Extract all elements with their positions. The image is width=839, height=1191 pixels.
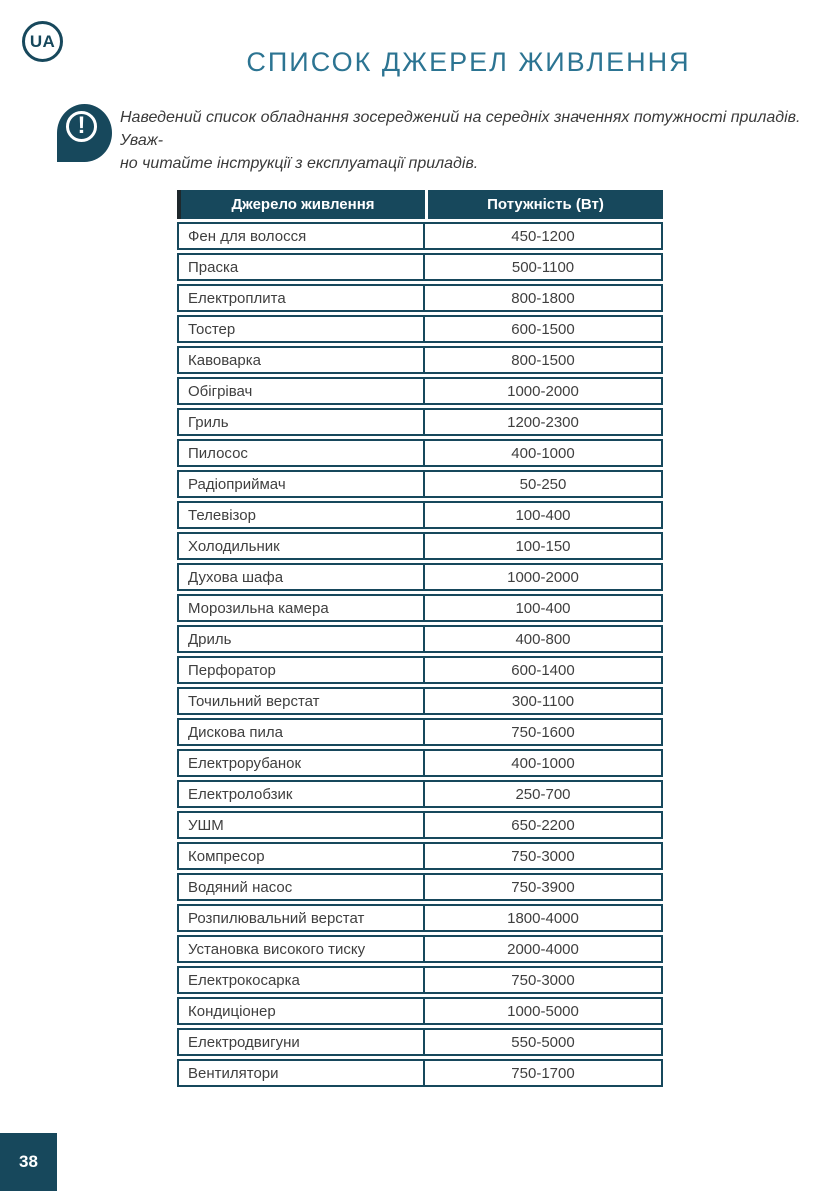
appliance-cell: Гриль <box>177 408 425 436</box>
appliance-cell: Перфоратор <box>177 656 425 684</box>
appliance-cell: Компресор <box>177 842 425 870</box>
appliance-cell: Холодильник <box>177 532 425 560</box>
table-row <box>177 625 663 653</box>
appliance-cell: Електрокосарка <box>177 966 425 994</box>
table-row <box>177 346 663 374</box>
exclamation-glyph: ! <box>66 111 97 142</box>
appliance-cell: Морозильна камера <box>177 594 425 622</box>
appliance-cell: Пилосос <box>177 439 425 467</box>
appliance-cell: Кавоварка <box>177 346 425 374</box>
appliance-cell: Обігрівач <box>177 377 425 405</box>
power-range-cell: 400-1000 <box>425 439 663 467</box>
appliance-cell: Електрорубанок <box>177 749 425 777</box>
power-range-cell: 250-700 <box>425 780 663 808</box>
appliance-cell: Електроплита <box>177 284 425 312</box>
power-range-cell: 400-1000 <box>425 749 663 777</box>
table-row <box>177 842 663 870</box>
table-row <box>177 563 663 591</box>
appliance-cell: Розпилювальний верстат <box>177 904 425 932</box>
power-range-cell: 2000-4000 <box>425 935 663 963</box>
table-row <box>177 532 663 560</box>
table-row <box>177 315 663 343</box>
appliance-cell: Праска <box>177 253 425 281</box>
table-row <box>177 718 663 746</box>
appliance-cell: Електролобзик <box>177 780 425 808</box>
power-range-cell: 1200-2300 <box>425 408 663 436</box>
header-power-column: Потужність (Вт) <box>425 190 663 219</box>
power-sources-table <box>177 187 663 1090</box>
appliance-cell: Вентилятори <box>177 1059 425 1087</box>
table-header <box>177 190 663 219</box>
power-range-cell: 600-1400 <box>425 656 663 684</box>
table-row <box>177 966 663 994</box>
ua-language-badge <box>22 21 63 62</box>
table-row <box>177 780 663 808</box>
table-row <box>177 873 663 901</box>
power-range-cell: 750-3000 <box>425 842 663 870</box>
table-row <box>177 594 663 622</box>
power-range-cell: 100-150 <box>425 532 663 560</box>
header-source-column: Джерело живлення <box>177 190 425 219</box>
power-range-cell: 100-400 <box>425 501 663 529</box>
appliance-cell: Установка високого тиску <box>177 935 425 963</box>
table-row <box>177 253 663 281</box>
appliance-cell: Дискова пила <box>177 718 425 746</box>
note-line-2: но читайте інструкції з експлуатації приладів. <box>120 155 479 172</box>
table-row <box>177 687 663 715</box>
appliance-cell: Електродвигуни <box>177 1028 425 1056</box>
table-row <box>177 749 663 777</box>
table-row <box>177 811 663 839</box>
table-row <box>177 470 663 498</box>
appliance-cell: Фен для волосся <box>177 222 425 250</box>
power-range-cell: 650-2200 <box>425 811 663 839</box>
table-row <box>177 284 663 312</box>
appliance-cell: Духова шафа <box>177 563 425 591</box>
table-row <box>177 1059 663 1087</box>
power-range-cell: 800-1800 <box>425 284 663 312</box>
power-range-cell: 50-250 <box>425 470 663 498</box>
power-range-cell: 1800-4000 <box>425 904 663 932</box>
power-range-cell: 550-5000 <box>425 1028 663 1056</box>
appliance-cell: Телевізор <box>177 501 425 529</box>
power-range-cell: 750-3000 <box>425 966 663 994</box>
note-line-1: Наведений список обладнання зосереджений на середніх значеннях потужності приладів. Уваж- <box>120 109 801 149</box>
power-range-cell: 800-1500 <box>425 346 663 374</box>
table-row <box>177 377 663 405</box>
power-range-cell: 100-400 <box>425 594 663 622</box>
exclamation-icon <box>57 104 112 162</box>
page-number-badge <box>0 1133 57 1191</box>
table-row <box>177 439 663 467</box>
appliance-cell: Кондиціонер <box>177 997 425 1025</box>
table-row <box>177 656 663 684</box>
table-row <box>177 997 663 1025</box>
page-title: СПИСОК ДЖЕРЕЛ ЖИВЛЕННЯ <box>246 47 691 77</box>
power-range-cell: 750-1600 <box>425 718 663 746</box>
appliance-cell: Дриль <box>177 625 425 653</box>
power-range-cell: 400-800 <box>425 625 663 653</box>
power-range-cell: 1000-5000 <box>425 997 663 1025</box>
power-range-cell: 600-1500 <box>425 315 663 343</box>
power-range-cell: 750-1700 <box>425 1059 663 1087</box>
note-text <box>120 106 826 175</box>
appliance-cell: Водяний насос <box>177 873 425 901</box>
page-number-label: 38 <box>19 1152 38 1171</box>
appliance-cell: Радіоприймач <box>177 470 425 498</box>
table-row <box>177 408 663 436</box>
power-range-cell: 450-1200 <box>425 222 663 250</box>
power-range-cell: 1000-2000 <box>425 563 663 591</box>
appliance-cell: Тостер <box>177 315 425 343</box>
power-range-cell: 300-1100 <box>425 687 663 715</box>
power-range-cell: 500-1100 <box>425 253 663 281</box>
appliance-cell: Точильний верстат <box>177 687 425 715</box>
power-range-cell: 1000-2000 <box>425 377 663 405</box>
table-row <box>177 501 663 529</box>
ua-badge-label: UA <box>29 31 56 51</box>
table-row <box>177 222 663 250</box>
table-row <box>177 935 663 963</box>
table-row <box>177 1028 663 1056</box>
appliance-cell: УШМ <box>177 811 425 839</box>
table-body <box>177 222 663 1087</box>
power-range-cell: 750-3900 <box>425 873 663 901</box>
table-row <box>177 904 663 932</box>
